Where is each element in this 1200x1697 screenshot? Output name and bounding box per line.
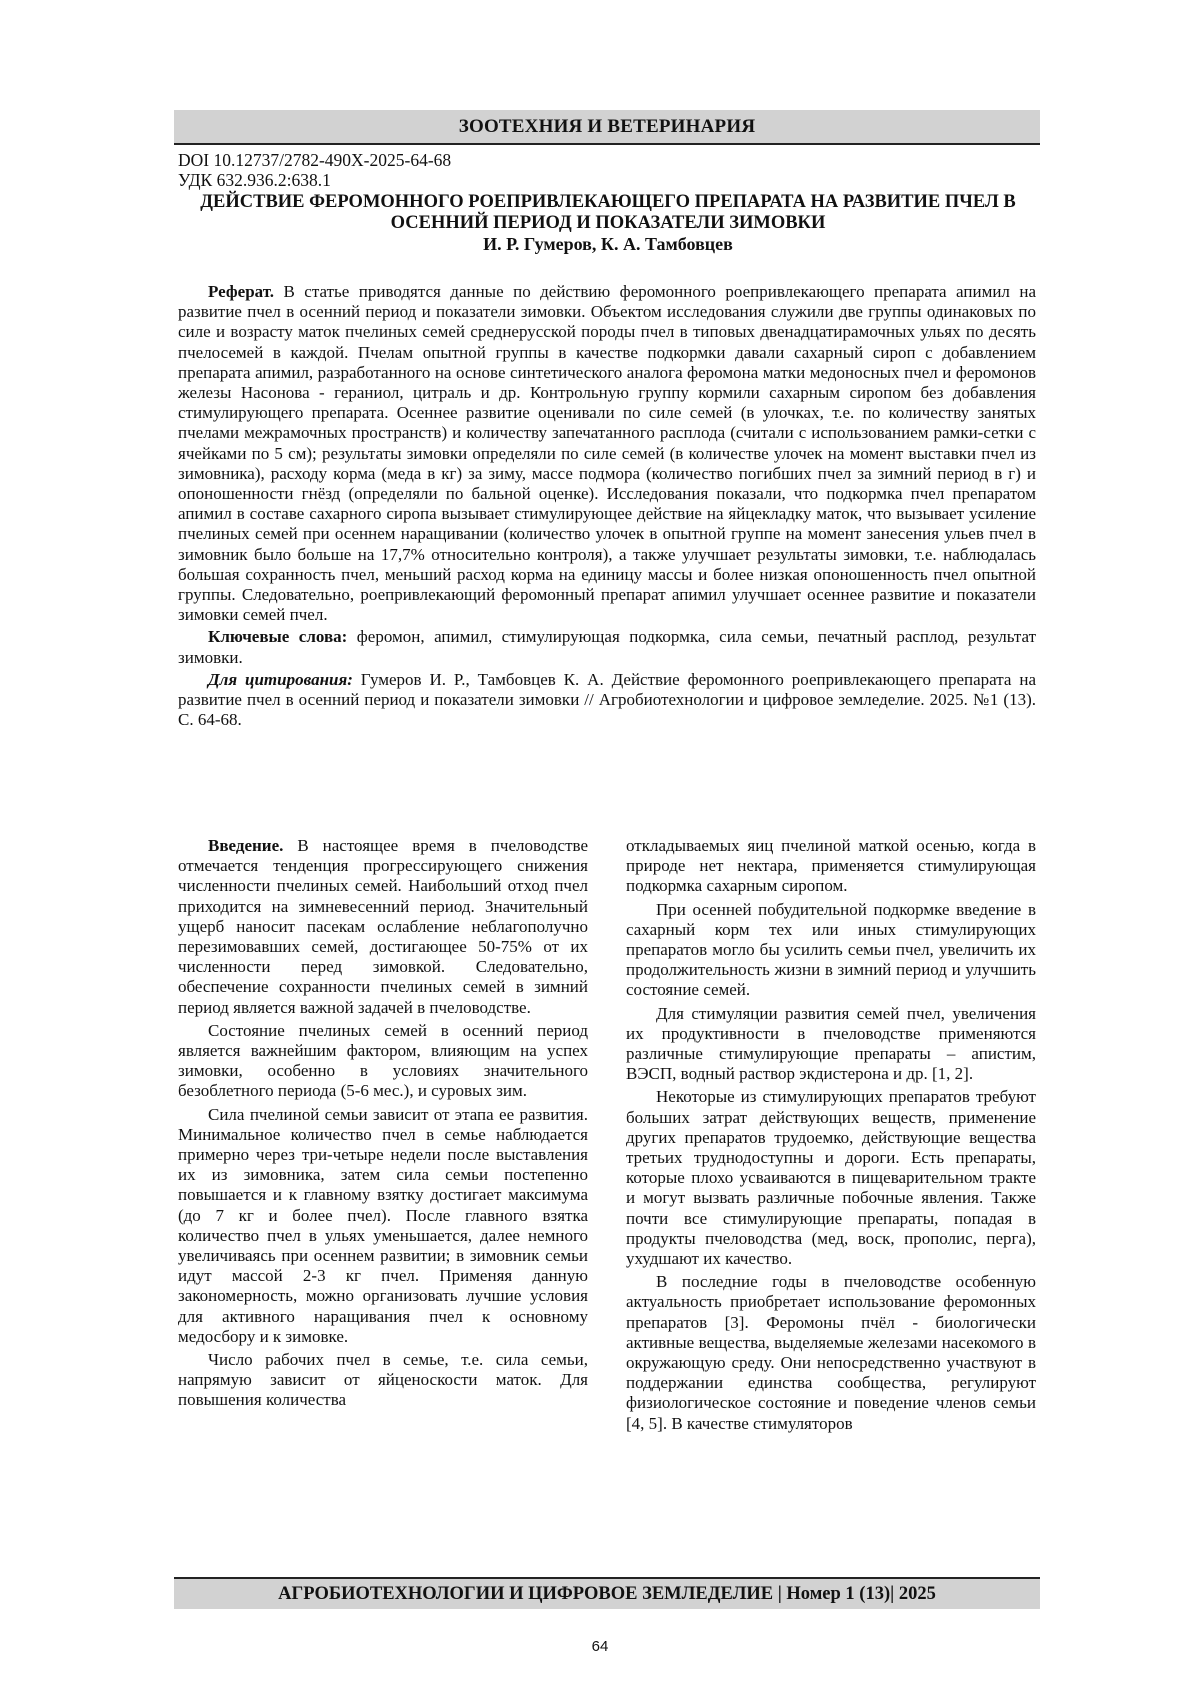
citation-paragraph xyxy=(178,670,1036,731)
intro-text: В настоящее время в пчеловодстве отмечается тенденция прогрессирующего снижения численности пчелиных семей. Наибольший отход пчел приходится на зимневесенний период. Значительный ущерб наносит пасекам ослабление неблагополучно перезимовавших семей, достигающее 50-75% от их численности перед зимовкой. Следовательно, обеспечение сохранности пчелиных семей в зимний период является важной задачей в пчеловодстве. xyxy=(178,836,588,1017)
doi-line: DOI 10.12737/2782-490X-2025-64-68 xyxy=(178,150,452,170)
right-paragraph-0: откладываемых яиц пчелиной маткой осенью, когда в природе нет нектара, применяется стимулирующая подкормка сахарным сиропом. xyxy=(626,836,1036,896)
intro-paragraph-2: Состояние пчелиных семей в осенний период является важнейшим фактором, влияющим на успех зимовки, особенно в условиях значительного безоблетного периода (5-6 мес.), и суровых зим. xyxy=(178,1020,588,1101)
abstract-text: В статье приводятся данные по действию феромонного роепривлекающего препарата апимил на развитие пчел в осенний период и показатели зимовки. Объектом исследования служили две группы одинаковых по силе и возрасту маток пчелиных семей среднерусской породы пчел в типовых двенадцатирамочных ульях по десять пчелосемей в каждой. Пчелам опытной группы в качестве подкормки давали сахарный сироп с добавлением препарата апимил, разработанного на основе синтетического аналога феромона матки медоносных пчел и феромонов железы Насонова - гераниол, цитраль и др. Контрольную группу кормили сахарным сиропом без добавления стимулирующего препарата. Осеннее развитие оценивали по силе семей (в улочках, т.е. по количеству занятых пчелами межрамочных пространств) и количеству запечатанного расплода (считали с использованием рамки-сетки с ячейками по 5 см); результаты зимовки определяли по силе семей (в количестве улочек на момент выставки пчел из зимовника), расходу корма (меда в кг) за зиму, массе подмора (количество погибших пчел за зимний период в г) и опоношенности гнёзд (определяли по бальной оценке). Исследования показали, что подкормка пчел препаратом апимил в составе сахарного сиропа вызывает стимулирующее действие на яйцекладку маток, что вызывает усиление пчелиных семей при осеннем наращивании (количество улочек в опытной группе на момент занесения ульев пчел в зимовник было больше на 17,7% относительно контроля), а также улучшает результаты зимовки, т.е. наблюдалась большая сохранность пчел, меньший расход корма на единицу массы и более низкая опоношенность пчел опытной группы. Следовательно, роепривлекающий феромонный препарат апимил улучшает осеннее развитие и показатели зимовки семей пчел. xyxy=(178,282,1036,625)
keywords-label: Ключевые слова: xyxy=(208,627,348,647)
intro-paragraph-1 xyxy=(178,836,588,1018)
citation-text: Гумеров И. Р., Тамбовцев К. А. Действие феромонного роепривлекающего препарата на развитие пчел в осенний период и показатели зимовки // Агробиотехнологии и цифровое земледелие. 2025. №1 (13). С. 64-68. xyxy=(178,669,1036,730)
left-column xyxy=(178,836,588,1411)
right-paragraph-1: При осенней побудительной подкормке введение в сахарный корм тех или иных стимулирующих препаратов могло бы усилить семьи пчел, увеличить их продолжительность жизни в зимний период и улучшить состояние семей. xyxy=(626,899,1036,1000)
intro-paragraph-3: Сила пчелиной семьи зависит от этапа ее развития. Минимальное количество пчел в семье наблюдается примерно через три-четыре недели после выставления их из зимовника, затем сила семьи постепенно повышается и к главному взятку достигает максимума (до 7 кг и более пчел). После главного взятка количество пчел в ульях уменьшается, далее немного увеличиваясь при осеннем развитии; в зимовник семьи идут массой 2-3 кг пчел. Применяя данную закономерность, можно организовать лучшие условия для активного наращивания пчел к основному медосбору и к зимовке. xyxy=(178,1104,588,1346)
section-header: ЗООТЕХНИЯ И ВЕТЕРИНАРИЯ xyxy=(174,110,1040,145)
citation-label: Для цитирования: xyxy=(208,669,353,689)
journal-footer: АГРОБИОТЕХНОЛОГИИ И ЦИФРОВОЕ ЗЕМЛЕДЕЛИЕ | Номер 1 (13)| 2025 xyxy=(174,1577,1040,1609)
page-number: 64 xyxy=(591,1638,609,1655)
article-title: ДЕЙСТВИЕ ФЕРОМОННОГО РОЕПРИВЛЕКАЮЩЕГО ПРЕПАРАТА НА РАЗВИТИЕ ПЧЕЛ В ОСЕННИЙ ПЕРИОД И ПОКАЗАТЕЛИ ЗИМОВКИ xyxy=(200,192,1016,233)
abstract-label: Реферат. xyxy=(208,282,275,301)
right-paragraph-2: Для стимуляции развития семей пчел, увеличения их продуктивности в пчеловодстве применяются различные стимулирующие препараты – апистим, ВЭСП, водный раствор экдистерона и др. [1, 2]. xyxy=(626,1003,1036,1084)
right-paragraph-4: В последние годы в пчеловодстве особенную актуальность приобретает использование феромонных препаратов [3]. Феромоны пчёл - биологически активные вещества, выделяемые железами насекомого в окружающую среду. Они непосредственно участвуют в поддержании единства сообщества, регулируют физиологическое состояние и поведение членов семьи [4, 5]. В качестве стимуляторов xyxy=(626,1272,1036,1433)
right-column xyxy=(626,836,1036,1434)
keywords-text: феромон, апимил, стимулирующая подкормка, сила семьи, печатный расплод, результат зимовки. xyxy=(178,627,1036,667)
intro-paragraph-4: Число рабочих пчел в семье, т.е. сила семьи, напрямую зависит от яйценоскости маток. Для повышения количества xyxy=(178,1350,588,1410)
udk-line: УДК 632.936.2:638.1 xyxy=(178,170,331,190)
abstract-block xyxy=(178,282,1036,730)
keywords-paragraph xyxy=(178,627,1036,667)
article-authors: И. Р. Гумеров, К. А. Тамбовцев xyxy=(483,234,733,254)
intro-label: Введение. xyxy=(208,836,284,855)
abstract-paragraph xyxy=(178,282,1036,625)
right-paragraph-3: Некоторые из стимулирующих препаратов требуют больших затрат действующих веществ, применение других препаратов трудоемко, действующие вещества третьих труднодоступны и дороги. Есть препараты, которые плохо усваиваются в пищеварительном тракте и могут вызвать различные побочные явления. Также почти все стимулирующие препараты, попадая в продукты пчеловодства (мед, воск, прополис, перга), ухудшают их качество. xyxy=(626,1087,1036,1269)
